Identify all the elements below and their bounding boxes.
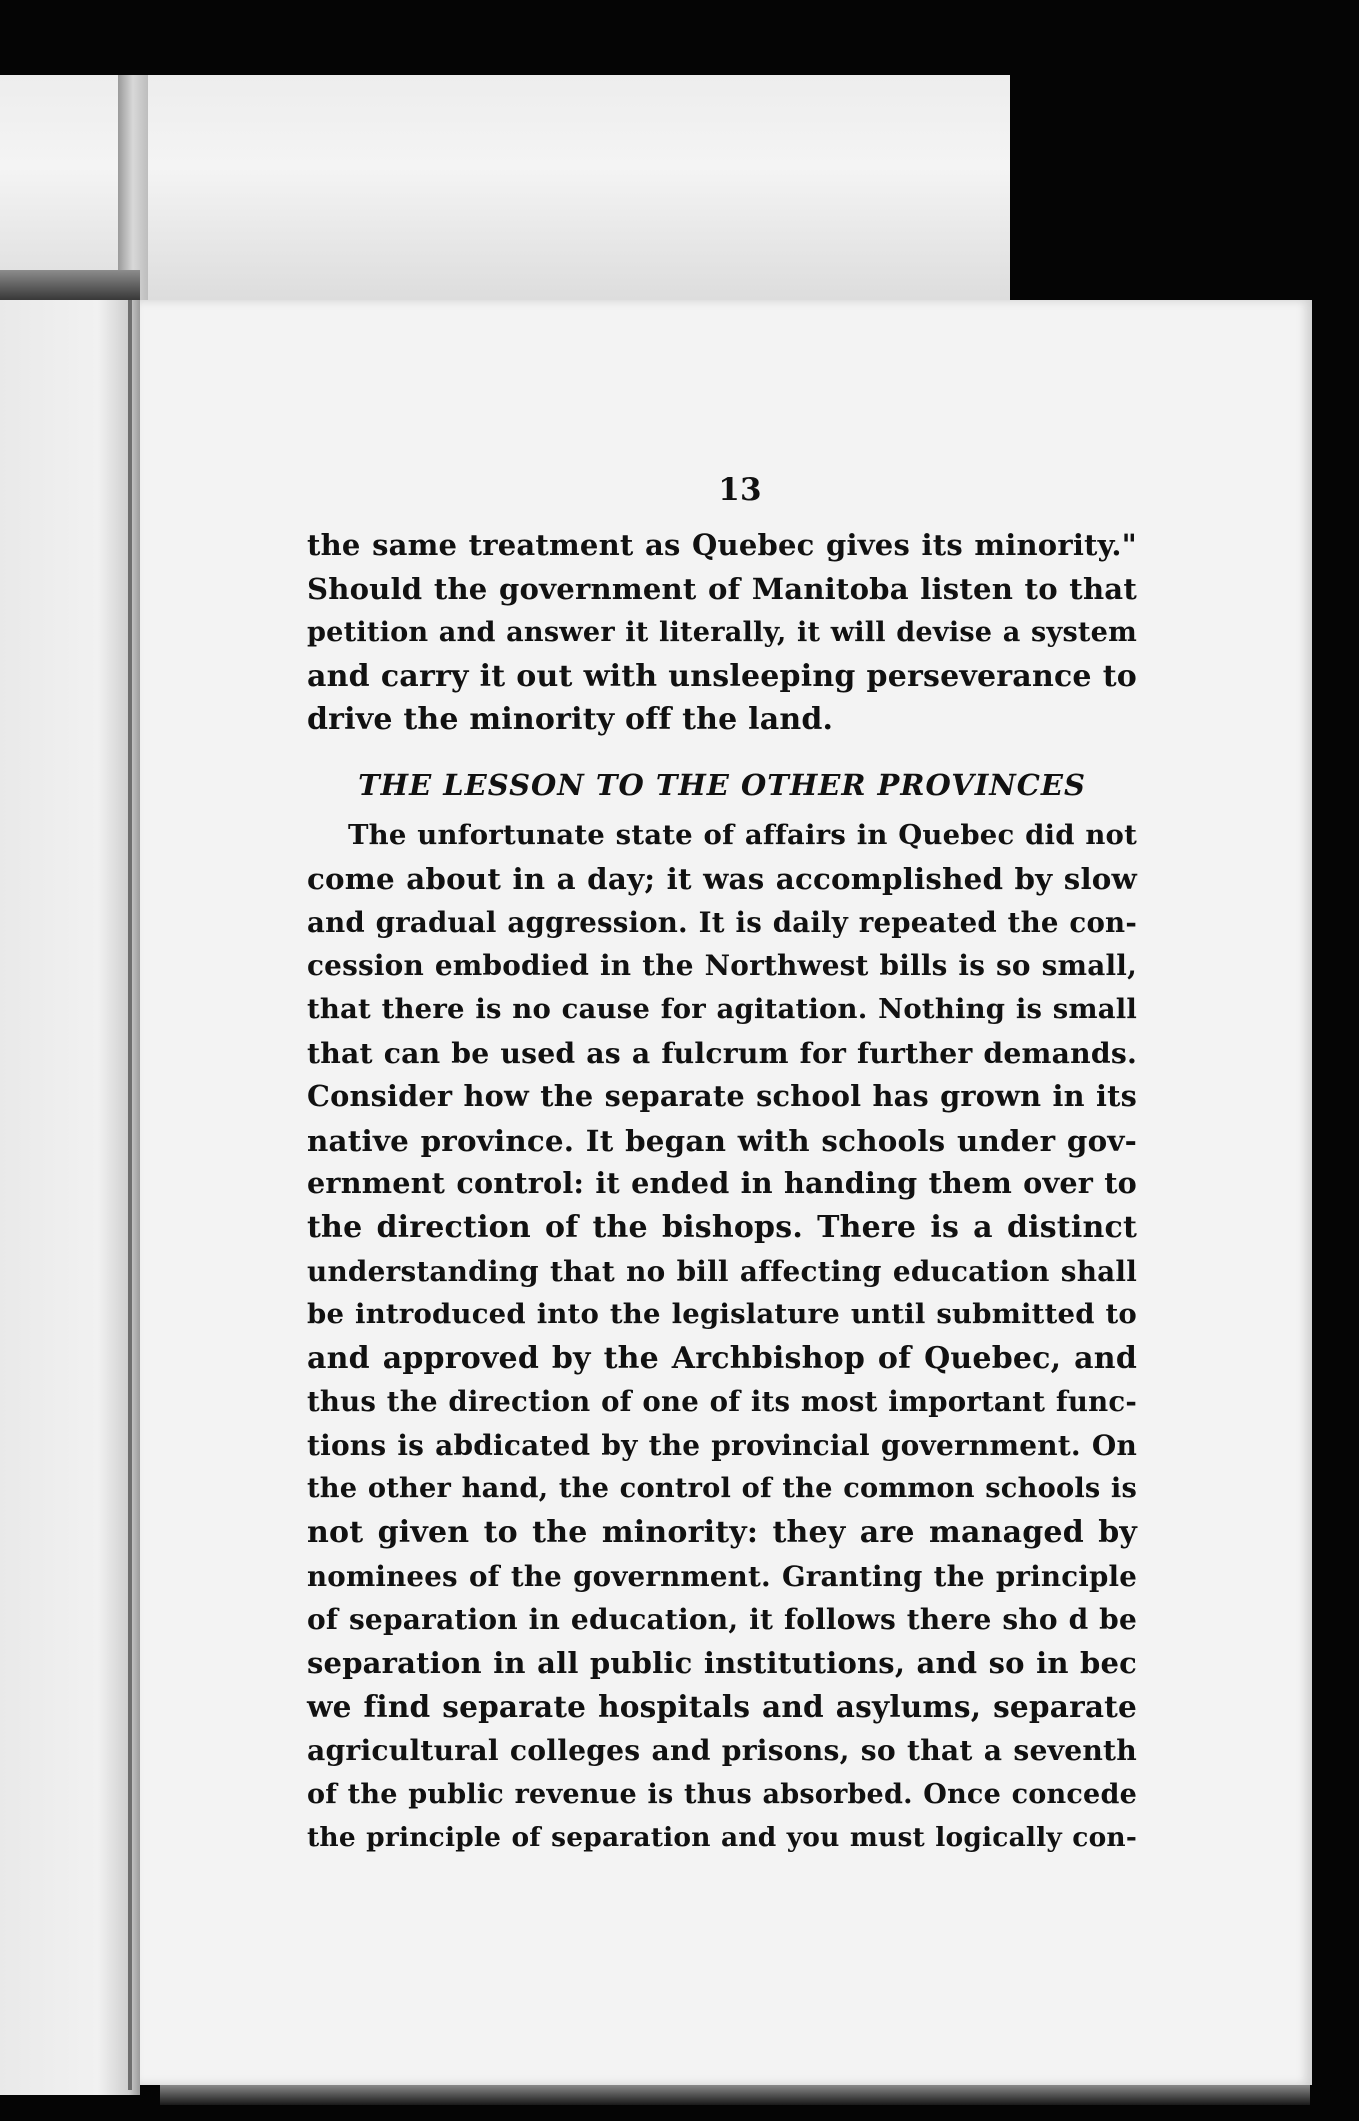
text-line: understanding that no bill affecting education shall	[307, 1254, 1137, 1288]
text-line: ernment control: it ended in handing them over to	[307, 1166, 1137, 1201]
body-paragraph	[307, 814, 1137, 1860]
text-line: of the public revenue is thus absorbed. Once concede	[307, 1778, 1137, 1810]
text-line: we find separate hospitals and asylums, separate	[307, 1689, 1137, 1725]
text-line: that can be used as a fulcrum for further demands.	[307, 1035, 1137, 1070]
opening-paragraph	[307, 524, 1137, 742]
bottom-shadow	[160, 2085, 1310, 2105]
text-line: not given to the minority: they are managed by	[307, 1515, 1137, 1551]
text-line: thus the direction of one of its most important func-	[307, 1385, 1137, 1419]
text-line: and gradual aggression. It is daily repeated the con-	[307, 905, 1137, 939]
back-sheet	[0, 75, 1010, 305]
text-line: The unfortunate state of affairs in Quebec did not	[348, 818, 1137, 851]
binding-line	[128, 300, 132, 2090]
text-line: the same treatment as Quebec gives its minority."	[307, 528, 1137, 562]
text-line: the principle of separation and you must logically con-	[307, 1822, 1137, 1854]
text-line: be introduced into the legislature until submitted to	[307, 1298, 1137, 1331]
text-line: Consider how the separate school has grown in its	[307, 1079, 1137, 1114]
text-line: tions is abdicated by the provincial government. On	[307, 1428, 1137, 1462]
text-block	[307, 470, 1137, 1860]
text-line: petition and answer it literally, it will devise a system	[307, 617, 1137, 649]
text-line: and carry it out with unsleeping perseverance to	[307, 658, 1137, 694]
text-line: and approved by the Archbishop of Quebec, and	[307, 1340, 1137, 1376]
text-line: nominees of the government. Granting the principle	[307, 1559, 1137, 1593]
text-line: native province. It began with schools under gov-	[307, 1122, 1137, 1158]
text-line: cession embodied in the Northwest bills is so small,	[307, 949, 1137, 983]
text-line: come about in a day; it was accomplished by slow	[307, 861, 1137, 897]
left-page-edge	[0, 300, 140, 2095]
text-line: the direction of the bishops. There is a distinct	[307, 1209, 1137, 1245]
section-heading: THE LESSON TO THE OTHER PROVINCES	[358, 767, 1086, 802]
page-number: 13	[718, 472, 762, 508]
text-line: Should the government of Manitoba listen to that	[307, 571, 1137, 606]
text-line: that there is no cause for agitation. Nothing is small	[307, 992, 1137, 1025]
text-line: agricultural colleges and prisons, so that a seventh	[307, 1734, 1137, 1768]
text-line: separation in all public institutions, and so in bec	[307, 1645, 1137, 1680]
text-line: of separation in education, it follows there sho d be	[307, 1603, 1137, 1637]
text-line: the other hand, the control of the common schools is	[307, 1472, 1137, 1505]
text-line: drive the minority off the land.	[307, 702, 834, 738]
